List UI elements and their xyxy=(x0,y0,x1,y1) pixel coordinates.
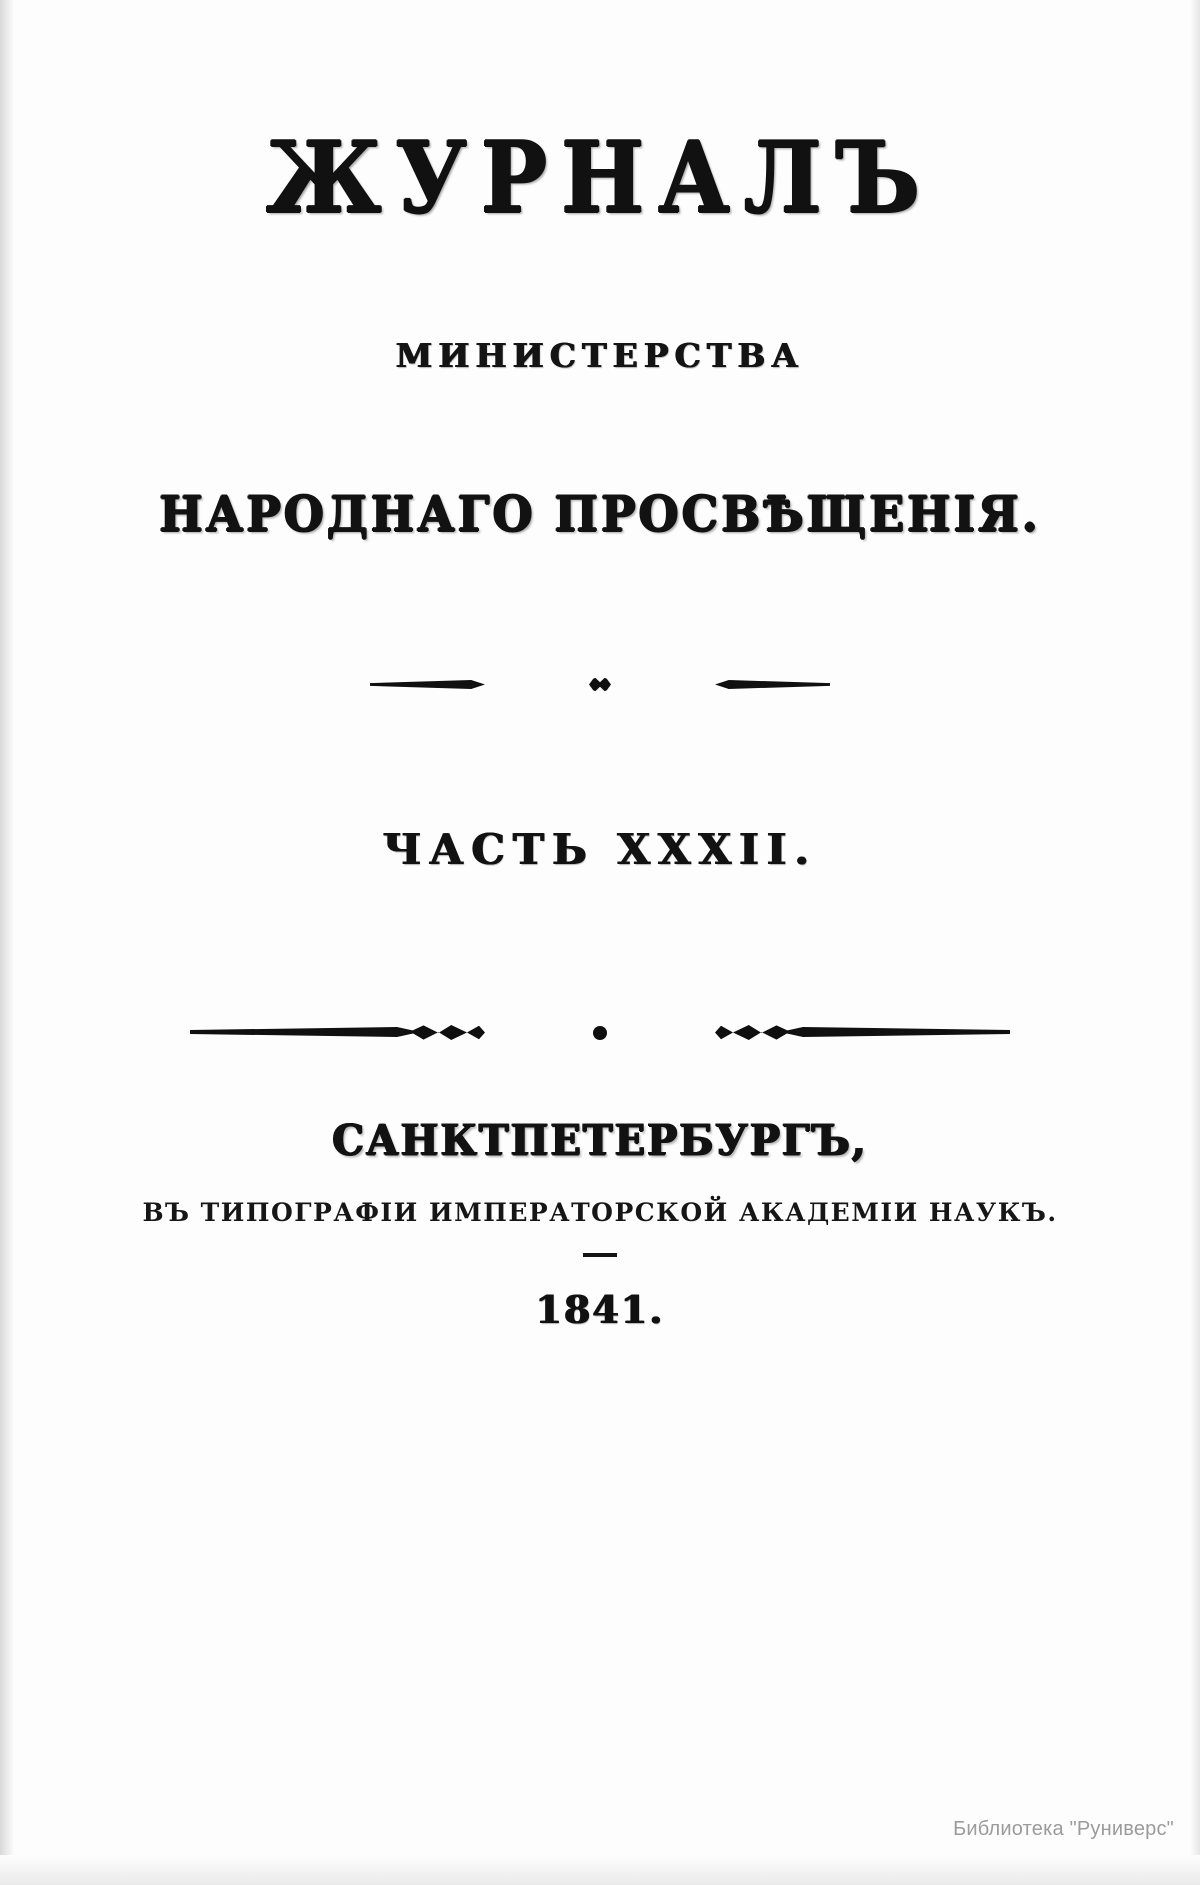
fleuron-small-icon xyxy=(0,673,1200,695)
fleuron-small-knot xyxy=(589,677,611,692)
fleuron-large-icon xyxy=(0,1019,1200,1045)
fleuron-small-left-bar xyxy=(370,680,485,689)
journal-title: ЖУРНАЛЪ xyxy=(266,119,934,236)
library-watermark: Библиотека "Руниверс" xyxy=(953,1818,1174,1840)
short-rule-divider xyxy=(583,1253,617,1257)
publication-year: 1841. xyxy=(535,1287,665,1332)
education-line: НАРОДНАГО ПРОСВѢЩЕНІЯ. xyxy=(159,485,1041,543)
fleuron-large-center-dot xyxy=(593,1026,607,1040)
fleuron-large-right-leaf xyxy=(715,1024,790,1041)
fleuron-large-right-line xyxy=(780,1027,1010,1037)
volume-part-label: ЧАСТЬ XXXII. xyxy=(382,825,818,874)
publication-city: САНКТПЕТЕРБУРГЪ, xyxy=(332,1115,868,1166)
fleuron-small-right-bar xyxy=(715,680,830,689)
printer-imprint: ВЪ ТИПОГРАФІИ ИМПЕРАТОРСКОЙ АКАДЕМІИ НАУКЪ. xyxy=(142,1198,1058,1227)
fleuron-large-left-line xyxy=(190,1027,420,1037)
fleuron-large-left-leaf xyxy=(410,1024,485,1041)
scan-edge-bottom xyxy=(0,1855,1200,1885)
ministry-line: МИНИСТЕРСТВА xyxy=(395,336,805,375)
